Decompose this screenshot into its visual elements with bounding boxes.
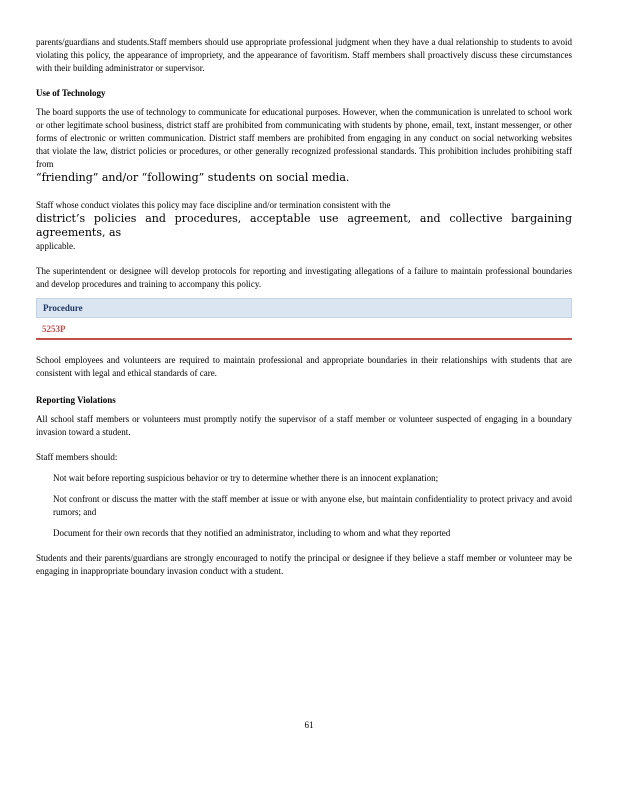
document-page	[36, 36, 572, 578]
bullet-text: Not confront or discuss the matter with the staff member at issue or with anyone else, but maintain confidentiality to protect privacy and avoid rumors; and	[53, 494, 572, 517]
technology-paragraph: The board supports the use of technology to communicate for educational purposes. However, when the communication is unrelated to school work or other legitimate school business, district staff are prohibited from communicating with students by phone, email, text, instant messenger, or other forms of electronic or written communication. District staff members are prohibited from engaging in any conduct on social networking websites that violate the law, district policies or procedures, or other generally recognized professional standards. This prohibition includes prohibiting staff from	[36, 107, 572, 169]
bullet-icon	[36, 493, 53, 519]
technology-heading: Use of Technology	[36, 88, 106, 98]
page-number: 61	[304, 720, 314, 730]
closing-paragraph: Students and their parents/guardians are strongly encouraged to notify the principal or designee if they believe a staff member or volunteer may be engaging in inappropriate boundary invasion conduct with a student.	[36, 553, 572, 576]
procedure-header: Procedure	[36, 298, 572, 318]
discipline-paragraph: Staff whose conduct violates this policy may face discipline and/or termination consistent with the	[36, 200, 391, 210]
list-item	[36, 472, 572, 485]
bullet-text: Document for their own records that they notified an administrator, including to whom and what they reported	[53, 528, 451, 538]
staff-should-label: Staff members should:	[36, 452, 118, 462]
procedure-code: 5253P	[36, 320, 572, 340]
list-item	[36, 493, 572, 519]
reporting-heading: Reporting Violations	[36, 395, 116, 405]
reporting-paragraph: All school staff members or volunteers must promptly notify the supervisor of a staff member or volunteer suspected of engaging in a boundary invasion toward a student.	[36, 414, 572, 437]
bullet-icon	[36, 472, 53, 485]
discipline-paragraph-large: district’s policies and procedures, acceptable use agreement, and collective bargaining agreements, as	[36, 212, 572, 239]
bullet-text: Not wait before reporting suspicious behavior or try to determine whether there is an innocent explanation;	[53, 473, 439, 483]
discipline-paragraph-end: applicable.	[36, 241, 76, 251]
bullet-icon	[36, 527, 53, 540]
technology-paragraph-large: “friending” and/or “following” students on social media.	[36, 171, 350, 184]
procedure-intro-paragraph: School employees and volunteers are required to maintain professional and appropriate boundaries in their relationships with students that are consistent with legal and ethical standards of care.	[36, 355, 572, 378]
superintendent-paragraph: The superintendent or designee will develop protocols for reporting and investigating allegations of a failure to maintain professional boundaries and develop procedures and training to accompany this policy.	[36, 266, 572, 289]
list-item	[36, 527, 572, 540]
intro-paragraph: parents/guardians and students.Staff members should use appropriate professional judgment when they have a dual relationship to students to avoid violating this policy, the appearance of impropriety, and the appearance of favoritism. Staff members shall proactively discuss these circumstances with their building administrator or supervisor.	[36, 37, 572, 73]
